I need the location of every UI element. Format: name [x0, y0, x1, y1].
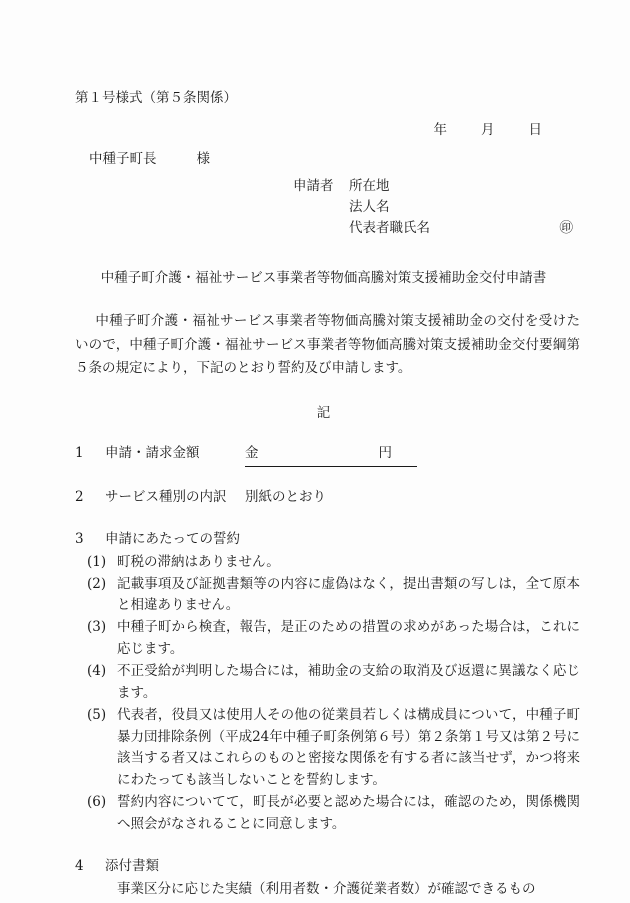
pledge-text-4: 不正受給が判明した場合には，補助金の支給の取消及び返還に異議なく応じます。 [117, 663, 580, 701]
pledge-marker-5: (5) [87, 706, 107, 723]
section-1 [75, 443, 580, 467]
section-3-head [75, 529, 580, 551]
pledge-text-2: 記載事項及び証拠書類等の内容に虚偽はなく，提出書類の写しは，全て原本と相違ありません。 [117, 575, 580, 614]
applicant-block [75, 176, 580, 240]
date-month: 月 [481, 121, 495, 138]
pledge-list [75, 552, 580, 836]
section-2-number: 2 [75, 489, 84, 505]
amount-suffix: 円 [378, 445, 392, 462]
applicant-field-location [349, 176, 580, 197]
section-4-body: 事業区分に応じた実績（利用者数・介護従業者数）が確認できるもの [117, 880, 536, 897]
form-number: 第１号様式（第５条関係） [75, 90, 237, 106]
section-3-number: 3 [75, 530, 84, 547]
applicant-field-location-label: 所在地 [349, 177, 390, 194]
intro-paragraph [75, 310, 580, 380]
addressee-name: 中種子町長 [89, 150, 157, 167]
addressee [75, 147, 580, 167]
list-item [75, 661, 580, 705]
pledge-marker-6: (6) [87, 794, 107, 811]
applicant-field-corporation-label: 法人名 [349, 198, 390, 215]
list-item [75, 792, 580, 836]
amount-input-blank[interactable] [245, 443, 417, 467]
applicant-row-representative [293, 218, 580, 239]
section-2-row [75, 487, 580, 509]
list-item [75, 617, 580, 661]
applicant-label: 申請者 [293, 177, 334, 194]
pledge-text-5: 代表者，役員又は使用人その他の従業員若しくは構成員について，中種子町暴力団排除条例（平成24年中種子町条例第６号）第２条第１号又は第２号に該当する者又はこれらのものと密接な関係を有する者に該当せず，かつ将来にわたっても該当しないことを誓約します。 [117, 706, 580, 789]
list-item [75, 552, 580, 574]
date-line [75, 118, 580, 138]
section-2-title: サービス種別の内訳 [105, 489, 227, 505]
section-3-title: 申請にあたっての誓約 [105, 530, 240, 547]
amount-prefix: 金 [245, 445, 259, 462]
section-1-number: 1 [75, 445, 84, 462]
list-item [75, 574, 580, 618]
pledge-marker-1: (1) [87, 553, 107, 570]
pledge-text-3: 中種子町から検査，報告，是正のための措置の求めがあった場合は，これに応じます。 [117, 619, 580, 658]
list-item [75, 705, 580, 792]
section-3 [75, 529, 580, 836]
intro-text: 中種子町介護・福祉サービス事業者等物価高騰対策支援補助金の交付を受けたいので，中種子町介護・福祉サービス事業者等物価高騰対策支援補助金交付要綱第５条の規定により，下記のとおり誓約及び申請します。 [75, 313, 580, 376]
pledge-text-6: 誓約内容についてて，町長が必要と認めた場合には，確認のため，関係機関へ照会がなされることに同意します。 [117, 794, 580, 833]
pledge-marker-2: (2) [87, 575, 107, 592]
pledge-marker-3: (3) [87, 619, 107, 636]
date-year: 年 [433, 121, 447, 138]
ki-heading: 記 [316, 405, 331, 422]
section-4 [75, 856, 580, 901]
section-4-number: 4 [75, 857, 84, 874]
section-4-head [75, 856, 580, 878]
addressee-honorific: 様 [196, 150, 210, 167]
pledge-text-1: 町税の滞納はありません。 [117, 553, 280, 570]
applicant-row-corporation [293, 197, 580, 218]
date-day: 日 [528, 121, 542, 138]
section-1-title: 申請・請求金額 [105, 445, 200, 462]
pledge-marker-4: (4) [87, 663, 107, 680]
section-4-title: 添付書類 [105, 857, 159, 874]
section-2-value: 別紙のとおり [245, 489, 326, 505]
applicant-row-location [293, 176, 580, 197]
page-title: 中種子町介護・福祉サービス事業者等物価高騰対策支援補助金交付申請書 [100, 270, 547, 287]
applicant-field-representative-label: 代表者職氏名 [349, 220, 430, 237]
applicant-field-corporation [349, 197, 580, 218]
section-2 [75, 487, 580, 509]
section-1-row [75, 443, 580, 467]
applicant-field-representative [349, 218, 580, 239]
seal-mark-icon: ㊞ [559, 220, 573, 237]
